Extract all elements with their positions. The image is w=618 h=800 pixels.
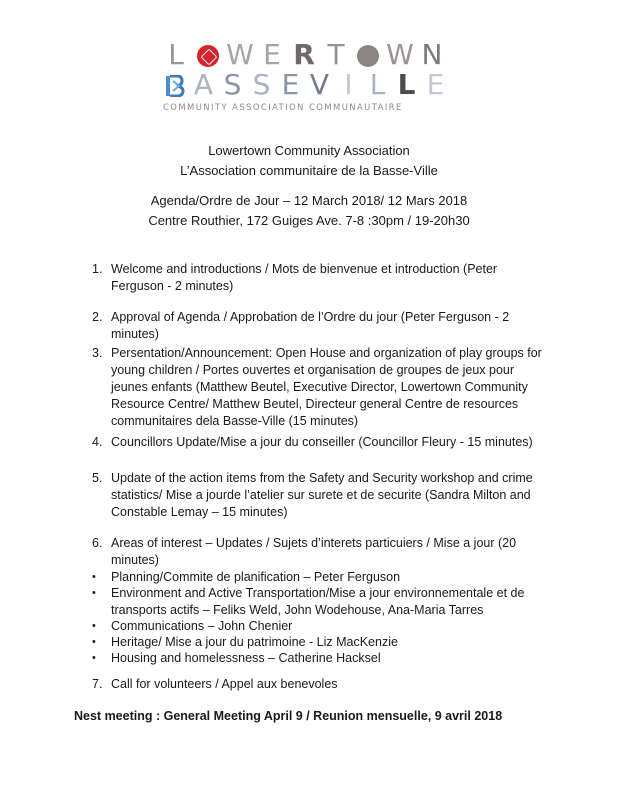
agenda-date: Agenda/Ordre de Jour – 12 March 2018/ 12 Mars 2018 <box>150 193 468 208</box>
bullet-text: Communications – John Chenier <box>111 619 293 633</box>
logo-basseville <box>160 70 450 100</box>
item-number: 1. <box>92 262 103 276</box>
bullet-text: Housing and homelessness – Catherine Hacksel <box>111 651 381 665</box>
bullet-text: Heritage/ Mise a jour du patrimoine - Liz MacKenzie <box>111 635 398 649</box>
item-text: Welcome and introductions / Mots de bienvenue et introduction (Peter Ferguson - 2 minutes) <box>111 262 498 293</box>
organization-logo <box>160 40 450 120</box>
bullet-icon: • <box>92 636 96 648</box>
item-number: 2. <box>92 310 103 324</box>
logo-letter: W <box>226 38 254 71</box>
bullet-text: Environment and Active Transportation/Mise a jour environnementale et de transports actifs – Feliks Weld, John Wodehouse, Ana-Maria Tarres <box>111 586 525 617</box>
bullet-item <box>92 585 552 618</box>
agenda-item <box>92 345 552 430</box>
next-meeting: Nest meeting : General Meeting April 9 / Reunion mensuelle, 9 avril 2018 <box>74 709 503 723</box>
bullet-item <box>92 634 552 651</box>
bullet-item <box>92 618 552 635</box>
logo-heart-o-icon <box>192 40 224 70</box>
item-number: 4. <box>92 435 103 449</box>
agenda-item <box>92 470 552 521</box>
bullet-icon: • <box>92 652 96 664</box>
item-number: 7. <box>92 677 103 691</box>
item-number: 5. <box>92 471 103 485</box>
logo-circle-o-icon <box>352 40 384 70</box>
bullet-icon: • <box>92 587 96 599</box>
item-text: Councillors Update/Mise a jour du conseiller (Councillor Fleury - 15 minutes) <box>111 435 533 449</box>
logo-b-icon <box>160 70 189 100</box>
item-text: Update of the action items from the Safety and Security workshop and crime statistics/ Mise a jourde l’atelier sur surete et de securite (Sandra Milton and Constable Lemay – 15 minutes) <box>111 471 533 519</box>
logo-letter: S <box>223 68 242 101</box>
logo-subtitle: COMMUNITY ASSOCIATION COMMUNAUTAIRE <box>163 102 403 112</box>
logo-letter: V <box>309 68 330 101</box>
logo-letter: E <box>426 68 445 101</box>
bullet-item <box>92 569 552 586</box>
item-text: Persentation/Announcement: Open House and organization of play groups for young children / Portes ouvertes et organisation de groupes de jeux pour jeunes enfants (Matthew Beutel, Executive Director, Lowertown Community Resource Centre/ Matthew Beutel, Directeur general Centre de resources communitaires dela Basse-Ville (15 minutes) <box>111 346 542 428</box>
item-text: Areas of interest – Updates / Sujets d’interets particuiers / Mise a jour (20 minutes) <box>111 536 517 567</box>
logo-letter: L <box>397 68 416 101</box>
meeting-location: Centre Routhier, 172 Guiges Ave. 7-8 :30pm / 19-20h30 <box>148 213 470 228</box>
logo-letter: W <box>386 38 414 71</box>
bullet-text: Planning/Commite de planification – Peter Ferguson <box>111 570 401 584</box>
agenda-item <box>92 434 552 451</box>
item-number: 6. <box>92 536 103 550</box>
agenda-item <box>92 676 552 693</box>
logo-letter: L <box>369 68 386 101</box>
item-number: 3. <box>92 346 103 360</box>
bullet-icon: • <box>92 571 96 583</box>
agenda-item <box>92 261 552 295</box>
item-text: Approval of Agenda / Approbation de l’Ordre du jour (Peter Ferguson - 2 minutes) <box>111 310 510 341</box>
logo-letter: E <box>281 68 300 101</box>
logo-letter: E <box>263 38 281 71</box>
logo-letter: N <box>421 38 443 71</box>
bullet-item <box>92 650 552 667</box>
agenda-item <box>92 309 552 343</box>
org-name-en: Lowertown Community Association <box>208 143 410 158</box>
logo-letter: A <box>193 68 214 101</box>
logo-letter: S <box>252 68 271 101</box>
logo-letter: R <box>293 38 315 71</box>
agenda-item <box>92 535 552 569</box>
logo-lowertown <box>160 40 450 70</box>
item-text: Call for volunteers / Appel aux benevoles <box>111 677 338 691</box>
org-name-fr: L’Association communitaire de la Basse-Ville <box>180 163 438 178</box>
logo-letter: T <box>327 38 345 71</box>
logo-letter: I <box>344 68 353 101</box>
logo-letter: L <box>168 38 184 71</box>
bullet-icon: • <box>92 620 96 632</box>
